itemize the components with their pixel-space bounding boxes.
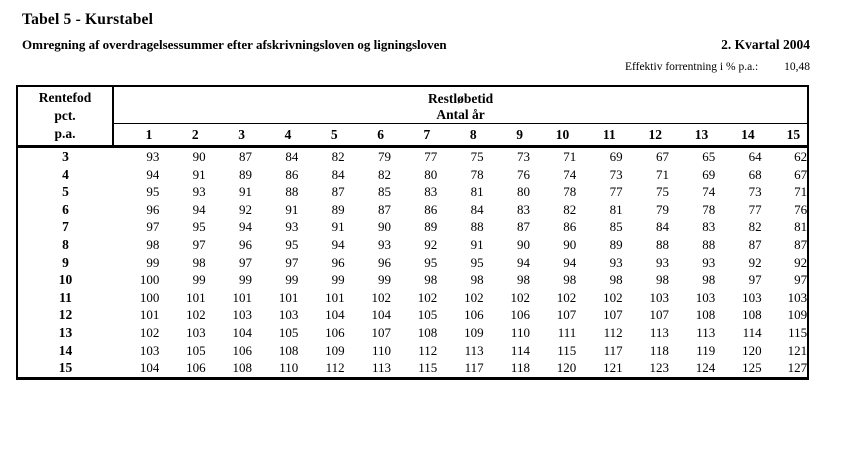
value-cell: 121 <box>787 342 808 358</box>
value-cell: 115 <box>788 324 808 340</box>
value-cell: 62 <box>794 149 808 164</box>
value-cell: 102 <box>603 289 623 305</box>
value-cell: 88 <box>470 219 484 235</box>
value-cell: 94 <box>563 254 577 270</box>
value-cell: 94 <box>238 219 252 235</box>
corner-line-1: Rentefod <box>38 90 92 105</box>
value-cell: 93 <box>285 219 299 235</box>
value-cell: 94 <box>192 201 206 217</box>
value-cell: 82 <box>377 166 391 182</box>
page-title: Tabel 5 - Kurstabel <box>22 11 154 28</box>
value-cell: 95 <box>146 184 160 200</box>
value-cell: 109 <box>787 307 808 323</box>
antal-aar-header: Antal år <box>113 107 808 124</box>
value-cell: 84 <box>470 201 484 217</box>
value-cell: 102 <box>186 307 206 323</box>
value-cell: 94 <box>331 236 345 252</box>
value-cell: 89 <box>238 166 252 182</box>
value-cell: 106 <box>186 360 206 376</box>
value-cell: 103 <box>742 289 762 305</box>
header-row-1 <box>17 86 808 107</box>
value-cell: 75 <box>470 149 484 164</box>
value-cell: 69 <box>609 149 623 164</box>
value-cell: 105 <box>278 324 299 340</box>
value-cell: 97 <box>794 272 808 288</box>
value-cell: 98 <box>609 272 623 288</box>
value-cell: 115 <box>418 360 438 376</box>
value-cell: 108 <box>278 342 299 358</box>
value-cell: 103 <box>278 307 299 323</box>
value-cell: 76 <box>516 166 530 182</box>
year-header-cell: 3 <box>206 124 252 147</box>
value-cell: 87 <box>238 149 252 164</box>
year-header-cell: 11 <box>576 124 622 147</box>
value-cell: 87 <box>331 184 345 200</box>
value-cell: 71 <box>794 184 808 200</box>
value-cell: 101 <box>139 307 160 323</box>
value-cell: 83 <box>424 184 438 200</box>
rate-cell: 3 <box>62 149 69 164</box>
value-cell: 127 <box>787 360 808 376</box>
value-cell: 90 <box>516 236 530 252</box>
value-cell: 73 <box>609 166 623 182</box>
value-cell: 82 <box>563 201 577 217</box>
value-cell: 92 <box>424 236 438 252</box>
table-row <box>17 359 808 378</box>
subtitle-row <box>22 37 810 53</box>
corner-line-2: pct. <box>54 108 76 123</box>
value-cell: 79 <box>377 149 391 164</box>
value-cell: 95 <box>192 219 206 235</box>
value-cell: 81 <box>609 201 623 217</box>
value-cell: 92 <box>748 254 762 270</box>
value-cell: 67 <box>655 149 669 164</box>
value-cell: 85 <box>377 184 391 200</box>
value-cell: 103 <box>695 289 716 305</box>
value-cell: 106 <box>232 342 252 358</box>
year-header-cell: 4 <box>252 124 298 147</box>
value-cell: 87 <box>794 236 808 252</box>
value-cell: 67 <box>794 166 808 182</box>
value-cell: 98 <box>563 272 577 288</box>
subtitle: Omregning af overdragelsessummer efter afskrivningsloven og ligningsloven <box>22 37 447 52</box>
value-cell: 76 <box>794 201 808 217</box>
value-cell: 92 <box>238 201 252 217</box>
table-row <box>17 324 808 342</box>
value-cell: 69 <box>702 166 716 182</box>
value-cell: 104 <box>371 307 391 323</box>
value-cell: 121 <box>603 360 623 376</box>
year-header-cell: 14 <box>715 124 761 147</box>
value-cell: 117 <box>603 342 623 358</box>
year-header-cell: 5 <box>298 124 344 147</box>
value-cell: 114 <box>742 324 762 340</box>
value-cell: 101 <box>186 289 206 305</box>
value-cell: 93 <box>192 184 206 200</box>
value-cell: 88 <box>655 236 669 252</box>
table-row <box>17 147 808 166</box>
value-cell: 87 <box>748 236 762 252</box>
value-cell: 83 <box>516 201 530 217</box>
value-cell: 105 <box>417 307 438 323</box>
value-cell: 99 <box>238 272 252 288</box>
value-cell: 93 <box>655 254 669 270</box>
value-cell: 87 <box>516 219 530 235</box>
year-header-cell: 8 <box>437 124 483 147</box>
table-row <box>17 271 808 289</box>
value-cell: 78 <box>702 201 716 217</box>
value-cell: 96 <box>238 236 252 252</box>
table-row <box>17 201 808 219</box>
value-cell: 117 <box>464 360 484 376</box>
year-header-row <box>17 124 808 147</box>
value-cell: 84 <box>331 166 345 182</box>
value-cell: 91 <box>331 219 345 235</box>
value-cell: 110 <box>279 360 299 376</box>
value-cell: 113 <box>371 360 391 376</box>
value-cell: 81 <box>470 184 484 200</box>
value-cell: 93 <box>377 236 391 252</box>
value-cell: 106 <box>464 307 484 323</box>
value-cell: 124 <box>695 360 716 376</box>
value-cell: 78 <box>470 166 484 182</box>
value-cell: 114 <box>510 342 530 358</box>
value-cell: 108 <box>232 360 252 376</box>
value-cell: 90 <box>377 219 391 235</box>
value-cell: 97 <box>146 219 160 235</box>
value-cell: 110 <box>510 324 530 340</box>
value-cell: 96 <box>331 254 345 270</box>
value-cell: 125 <box>742 360 762 376</box>
value-cell: 112 <box>418 342 438 358</box>
value-cell: 113 <box>696 324 716 340</box>
value-cell: 80 <box>516 184 530 200</box>
value-cell: 98 <box>146 236 160 252</box>
value-cell: 107 <box>371 324 391 340</box>
value-cell: 89 <box>331 201 345 217</box>
value-cell: 77 <box>609 184 623 200</box>
value-cell: 84 <box>285 149 299 164</box>
rate-cell: 11 <box>59 289 72 305</box>
value-cell: 98 <box>702 272 716 288</box>
value-cell: 86 <box>285 166 299 182</box>
value-cell: 95 <box>285 236 299 252</box>
rate-cell: 14 <box>58 342 73 358</box>
value-cell: 80 <box>424 166 438 182</box>
value-cell: 113 <box>464 342 484 358</box>
table-row <box>17 236 808 254</box>
value-cell: 97 <box>192 236 206 252</box>
value-cell: 90 <box>192 149 206 164</box>
value-cell: 87 <box>377 201 391 217</box>
value-cell: 111 <box>557 324 577 340</box>
value-cell: 104 <box>325 307 345 323</box>
value-cell: 110 <box>371 342 391 358</box>
year-header-cell: 10 <box>530 124 576 147</box>
table-row <box>17 218 808 236</box>
table-header <box>17 86 808 147</box>
value-cell: 102 <box>556 289 577 305</box>
value-cell: 91 <box>192 166 206 182</box>
value-cell: 65 <box>702 149 716 164</box>
value-cell: 103 <box>186 324 206 340</box>
value-cell: 120 <box>556 360 577 376</box>
rate-cell: 15 <box>58 360 73 376</box>
value-cell: 102 <box>139 324 160 340</box>
value-cell: 108 <box>742 307 762 323</box>
value-cell: 99 <box>331 272 345 288</box>
value-cell: 78 <box>563 184 577 200</box>
value-cell: 101 <box>232 289 252 305</box>
value-cell: 98 <box>470 272 484 288</box>
value-cell: 71 <box>563 149 577 164</box>
value-cell: 71 <box>655 166 669 182</box>
value-cell: 103 <box>649 289 669 305</box>
rate-cell: 12 <box>58 307 73 323</box>
value-cell: 113 <box>649 324 669 340</box>
value-cell: 96 <box>146 201 160 217</box>
value-cell: 99 <box>285 272 299 288</box>
value-cell: 112 <box>325 360 345 376</box>
value-cell: 77 <box>748 201 762 217</box>
rate-cell: 7 <box>62 219 69 235</box>
table-row <box>17 166 808 184</box>
value-cell: 73 <box>516 149 530 164</box>
value-cell: 96 <box>377 254 391 270</box>
corner-header-cell <box>17 86 113 147</box>
value-cell: 123 <box>649 360 669 376</box>
value-cell: 81 <box>794 219 808 235</box>
value-cell: 102 <box>371 289 391 305</box>
value-cell: 107 <box>649 307 669 323</box>
value-cell: 98 <box>655 272 669 288</box>
value-cell: 95 <box>470 254 484 270</box>
value-cell: 88 <box>702 236 716 252</box>
value-cell: 108 <box>695 307 716 323</box>
effective-rate-value: 10,48 <box>784 61 810 73</box>
year-header-cell: 1 <box>113 124 159 147</box>
value-cell: 86 <box>563 219 577 235</box>
value-cell: 97 <box>238 254 252 270</box>
value-cell: 102 <box>417 289 438 305</box>
value-cell: 74 <box>563 166 577 182</box>
value-cell: 103 <box>787 289 808 305</box>
rate-cell: 4 <box>62 166 69 182</box>
value-cell: 82 <box>748 219 762 235</box>
effective-rate-label: Effektiv forrentning i % p.a.: <box>624 61 759 73</box>
value-cell: 120 <box>742 342 762 358</box>
value-cell: 83 <box>702 219 716 235</box>
year-header-cell: 2 <box>159 124 205 147</box>
value-cell: 99 <box>146 254 160 270</box>
value-cell: 88 <box>285 184 299 200</box>
value-cell: 108 <box>417 324 438 340</box>
value-cell: 100 <box>139 289 160 305</box>
value-cell: 85 <box>609 219 623 235</box>
year-header-cell: 12 <box>623 124 669 147</box>
value-cell: 93 <box>146 149 160 164</box>
table-body <box>17 147 808 379</box>
value-cell: 103 <box>139 342 160 358</box>
value-cell: 109 <box>464 324 484 340</box>
rate-cell: 6 <box>62 201 69 217</box>
value-cell: 107 <box>603 307 623 323</box>
table-row <box>17 183 808 201</box>
rate-cell: 13 <box>58 324 73 340</box>
effective-rate-row <box>22 60 810 74</box>
value-cell: 68 <box>748 166 762 182</box>
kurstabel-table <box>16 85 809 380</box>
value-cell: 105 <box>186 342 206 358</box>
rate-cell: 10 <box>58 272 73 288</box>
value-cell: 104 <box>232 324 252 340</box>
value-cell: 118 <box>510 360 530 376</box>
year-header-cell: 9 <box>484 124 530 147</box>
value-cell: 79 <box>655 201 669 217</box>
value-cell: 97 <box>285 254 299 270</box>
value-cell: 106 <box>510 307 530 323</box>
value-cell: 100 <box>139 272 160 288</box>
value-cell: 94 <box>146 166 160 182</box>
value-cell: 93 <box>609 254 623 270</box>
value-cell: 101 <box>325 289 345 305</box>
year-header-cell: 6 <box>345 124 391 147</box>
corner-line-3: p.a. <box>54 126 76 141</box>
value-cell: 98 <box>424 272 438 288</box>
value-cell: 64 <box>748 149 762 164</box>
value-cell: 75 <box>655 184 669 200</box>
value-cell: 106 <box>325 324 345 340</box>
value-cell: 118 <box>649 342 669 358</box>
value-cell: 98 <box>192 254 206 270</box>
rate-cell: 5 <box>62 184 69 200</box>
value-cell: 107 <box>556 307 577 323</box>
value-cell: 89 <box>609 236 623 252</box>
header-row-2 <box>17 107 808 124</box>
value-cell: 101 <box>278 289 299 305</box>
year-header-cell: 15 <box>762 124 809 147</box>
table-row <box>17 289 808 307</box>
value-cell: 92 <box>794 254 808 270</box>
value-cell: 103 <box>232 307 252 323</box>
value-cell: 91 <box>285 201 299 217</box>
rate-cell: 9 <box>62 254 69 270</box>
value-cell: 82 <box>331 149 345 164</box>
table-row <box>17 306 808 324</box>
document-page <box>0 10 855 465</box>
value-cell: 102 <box>464 289 484 305</box>
value-cell: 89 <box>424 219 438 235</box>
value-cell: 77 <box>424 149 438 164</box>
year-header-cell: 13 <box>669 124 715 147</box>
value-cell: 74 <box>702 184 716 200</box>
table-row <box>17 342 808 360</box>
rate-cell: 8 <box>62 236 69 252</box>
table-row <box>17 254 808 272</box>
restlobetid-header: Restløbetid <box>427 91 494 106</box>
value-cell: 104 <box>139 360 160 376</box>
value-cell: 86 <box>424 201 438 217</box>
value-cell: 112 <box>603 324 623 340</box>
value-cell: 98 <box>516 272 530 288</box>
value-cell: 97 <box>748 272 762 288</box>
value-cell: 93 <box>702 254 716 270</box>
value-cell: 94 <box>516 254 530 270</box>
value-cell: 99 <box>192 272 206 288</box>
value-cell: 90 <box>563 236 577 252</box>
value-cell: 91 <box>470 236 484 252</box>
value-cell: 115 <box>557 342 577 358</box>
value-cell: 91 <box>238 184 252 200</box>
value-cell: 84 <box>655 219 669 235</box>
value-cell: 102 <box>510 289 530 305</box>
year-header-cell: 7 <box>391 124 437 147</box>
quarter-label: 2. Kvartal 2004 <box>721 37 810 52</box>
value-cell: 95 <box>424 254 438 270</box>
value-cell: 73 <box>748 184 762 200</box>
value-cell: 109 <box>325 342 345 358</box>
value-cell: 99 <box>377 272 391 288</box>
value-cell: 119 <box>696 342 716 358</box>
